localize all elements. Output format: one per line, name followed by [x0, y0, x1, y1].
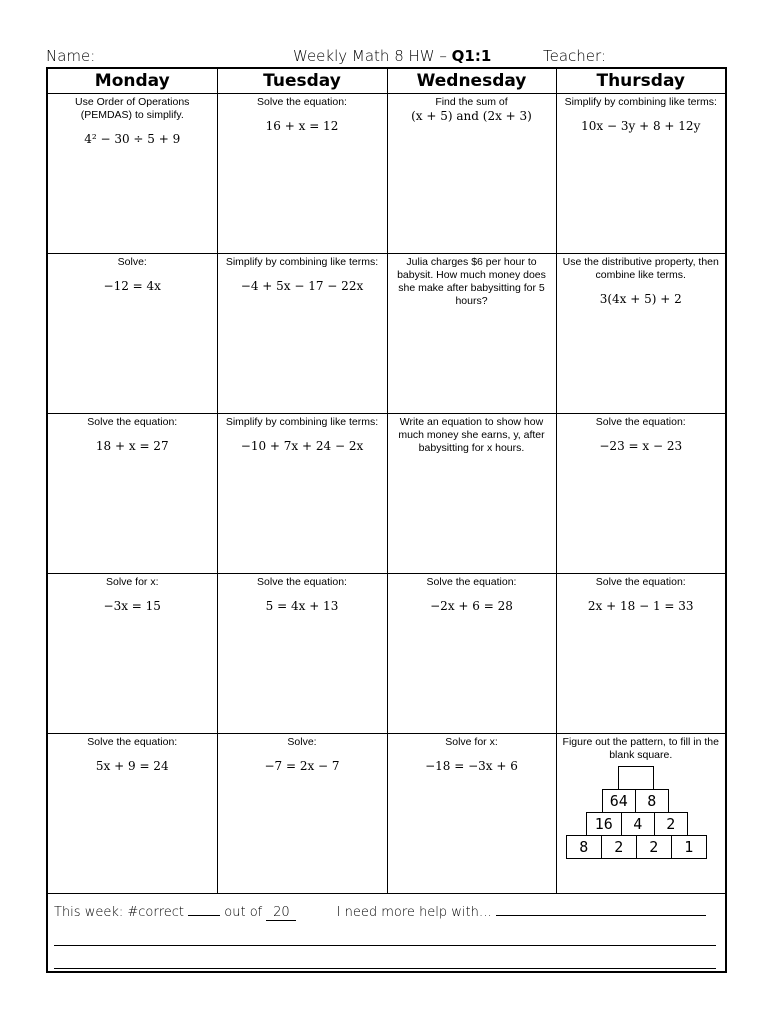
- problem-expression: −10 + 7x + 24 − 2x: [240, 439, 364, 453]
- problem-cell[interactable]: [387, 574, 556, 734]
- pyramid-cell: 2: [601, 835, 637, 859]
- problem-prompt: Solve the equation:: [87, 416, 178, 428]
- problem-cell[interactable]: [556, 574, 725, 734]
- problem-prompt: Use Order of Operations (PEMDAS) to simplify.: [75, 96, 190, 121]
- problem-expression: −3x = 15: [103, 599, 161, 613]
- problem-cell[interactable]: [556, 414, 725, 574]
- problem-cell[interactable]: [48, 254, 217, 414]
- day-thursday: Thursday: [556, 69, 725, 94]
- problem-prompt: Solve the equation:: [257, 576, 347, 588]
- pyramid-cell: 16: [586, 812, 622, 836]
- problem-cell[interactable]: [48, 734, 217, 894]
- pyramid-blank-square[interactable]: [618, 766, 654, 790]
- writing-line[interactable]: [54, 945, 716, 946]
- problem-expression: 5x + 9 = 24: [95, 759, 169, 773]
- title-prefix: Weekly Math 8 HW –: [293, 47, 452, 65]
- problem-prompt: Solve the equation:: [87, 736, 178, 748]
- problem-expression: 16 + x = 12: [265, 119, 339, 133]
- pyramid-cell: 8: [566, 835, 602, 859]
- problem-expression: 3(4x + 5) + 2: [599, 292, 682, 306]
- problem-prompt: Solve the equation:: [595, 576, 686, 588]
- problem-prompt: Solve the equation:: [595, 416, 686, 428]
- problem-expression: −2x + 6 = 28: [430, 599, 513, 613]
- problem-prompt: Write an equation to show how much money she earns, y, after babysitting for x hours.: [398, 416, 545, 454]
- problem-cell[interactable]: [556, 254, 725, 414]
- problem-expression: 5 = 4x + 13: [265, 599, 339, 613]
- day-header-row: [48, 69, 725, 94]
- problem-prompt: Simplify by combining like terms:: [225, 256, 379, 268]
- problem-row: [48, 254, 725, 414]
- problem-row: [48, 734, 725, 894]
- problem-cell[interactable]: [217, 94, 387, 254]
- problem-prompt: Use the distributive property, then combine like terms.: [562, 256, 719, 281]
- problem-prompt: Simplify by combining like terms:: [564, 96, 717, 108]
- day-tuesday: Tuesday: [217, 69, 387, 94]
- name-label: Name:: [46, 47, 96, 65]
- summary-line: [54, 905, 706, 921]
- problem-row: [48, 94, 725, 254]
- help-blank[interactable]: [496, 915, 706, 916]
- problem-row: [48, 574, 725, 734]
- day-wednesday: Wednesday: [387, 69, 556, 94]
- problem-prompt: Solve the equation:: [257, 96, 347, 108]
- total-count: 20: [266, 905, 296, 921]
- problem-prompt: Simplify by combining like terms:: [225, 416, 379, 428]
- problem-expression: 10x − 3y + 8 + 12y: [581, 119, 701, 133]
- teacher-label: Teacher:: [543, 47, 606, 65]
- problem-cell[interactable]: [556, 734, 725, 894]
- day-monday: Monday: [48, 69, 217, 94]
- problem-prompt: Solve for x:: [445, 736, 498, 748]
- title-quarter: Q1:1: [451, 47, 492, 65]
- problem-row: [48, 414, 725, 574]
- pyramid-cell: 4: [621, 812, 655, 836]
- problem-cell[interactable]: [387, 94, 556, 254]
- writing-line[interactable]: [54, 968, 716, 969]
- problem-prompt: Julia charges $6 per hour to babysit. How much money does she make after babysitting for 5 hours?: [397, 256, 546, 307]
- problem-prompt: Solve the equation:: [426, 576, 517, 588]
- problem-cell[interactable]: [48, 414, 217, 574]
- problem-cell[interactable]: [387, 414, 556, 574]
- problem-prompt: Solve:: [117, 256, 147, 268]
- problem-expression: −4 + 5x − 17 − 22x: [240, 279, 364, 293]
- problem-expression: −7 = 2x − 7: [264, 759, 340, 773]
- problem-cell[interactable]: [387, 734, 556, 894]
- problem-prompt: Solve:: [287, 736, 317, 748]
- problem-cell[interactable]: [217, 254, 387, 414]
- problem-cell[interactable]: [217, 574, 387, 734]
- pyramid-cell: 1: [671, 835, 707, 859]
- problem-expression: −12 = 4x: [103, 279, 161, 293]
- pyramid-cell: 64: [602, 789, 636, 813]
- problem-expression: −18 = −3x + 6: [425, 759, 518, 773]
- problem-cell[interactable]: [556, 94, 725, 254]
- problem-expression: −23 = x − 23: [599, 439, 683, 453]
- pyramid-cell: 2: [636, 835, 672, 859]
- help-label: I need more help with…: [336, 905, 492, 920]
- correct-count-blank[interactable]: [188, 915, 220, 916]
- problem-cell[interactable]: [387, 254, 556, 414]
- problem-expression: (x + 5) and (2x + 3): [411, 109, 532, 123]
- homework-grid: [48, 69, 725, 894]
- problem-cell[interactable]: [217, 734, 387, 894]
- problem-prompt: Find the sum of: [435, 96, 508, 108]
- problem-expression: 2x + 18 − 1 = 33: [587, 599, 694, 613]
- out-of-label: out of: [224, 905, 263, 920]
- problem-prompt: Solve for x:: [105, 576, 159, 588]
- pyramid-cell: 2: [654, 812, 688, 836]
- pyramid-cell: 8: [635, 789, 669, 813]
- page-title: [293, 47, 491, 65]
- problem-cell[interactable]: [48, 574, 217, 734]
- number-pyramid: [566, 766, 716, 862]
- this-week-label: This week: #correct: [54, 905, 185, 920]
- weekly-summary: [48, 896, 725, 973]
- problem-cell[interactable]: [48, 94, 217, 254]
- problem-cell[interactable]: [217, 414, 387, 574]
- problem-expression: 4² − 30 ÷ 5 + 9: [84, 132, 181, 146]
- problem-expression: 18 + x = 27: [95, 439, 169, 453]
- problem-prompt: Figure out the pattern, to fill in the blank square.: [562, 736, 719, 761]
- worksheet: [46, 67, 727, 973]
